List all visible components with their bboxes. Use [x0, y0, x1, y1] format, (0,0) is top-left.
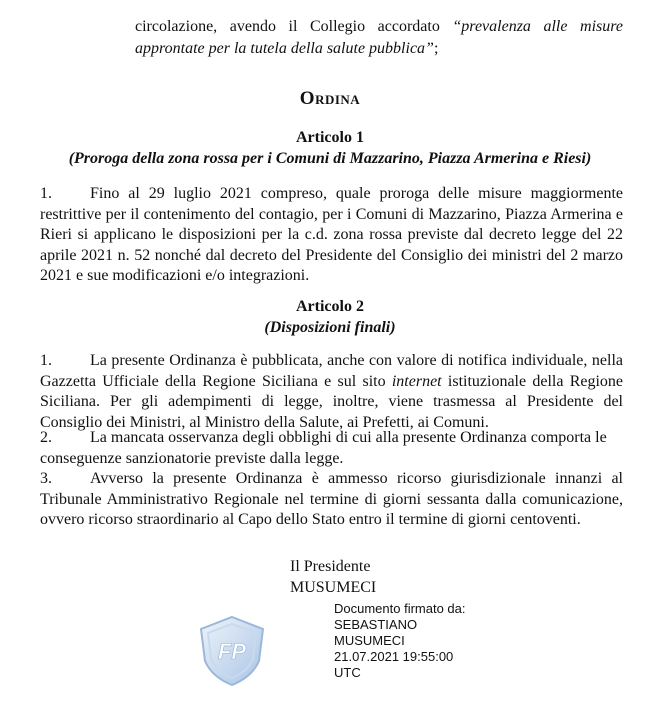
article-2-item-2 [40, 428, 623, 469]
signature-label: Documento firmato da: [334, 601, 466, 616]
intro-paragraph [135, 16, 623, 60]
article-1-item-1 [40, 184, 623, 287]
badge-text: FP [217, 639, 247, 664]
item-number: 3. [40, 470, 52, 487]
signer-role: Il Presidente [290, 558, 371, 575]
signature-timezone: UTC [334, 665, 361, 680]
article-1-title: Articolo 1 [296, 129, 364, 146]
signature-datetime: 21.07.2021 19:55:00 [334, 649, 454, 664]
article-2-title: Articolo 2 [296, 298, 364, 315]
article-2-subtitle: (Disposizioni finali) [264, 319, 396, 336]
article-2-item-1 [40, 351, 623, 433]
signature-last-name: MUSUMECI [334, 633, 405, 648]
item-text: La presente Ordinanza è pubblicata, anche con valore di notifica individuale, nella Gazzetta Ufficiale della Regione Siciliana e sul sito [40, 352, 623, 390]
article-2-item-3 [40, 469, 623, 531]
digital-signature-block [334, 601, 466, 681]
intro-quote: “prevalenza alle misure approntate per la tutela della salute pubblica” [135, 18, 624, 57]
intro-suffix: ; [433, 40, 439, 57]
item-number: 2. [40, 429, 52, 446]
item-number: 1. [40, 352, 52, 369]
ordina-heading: Ordina [299, 88, 361, 109]
digital-signature-badge-icon [197, 615, 267, 687]
intro-text: circolazione, avendo il Collegio accordato [135, 18, 440, 35]
item-text: Fino al 29 luglio 2021 compreso, quale proroga delle misure maggiormente restrittive per il contenimento del contagio, per i Comuni di Mazzarino, Piazza Armerina e Rieri si applicano le disposizioni per la c.d. zona rossa previste dal decreto legge del 22 aprile 2021 n. 52 nonché dal decreto del Presidente del Consiglio dei ministri del 2 marzo 2021 e sue modificazioni e/o integrazioni. [40, 185, 623, 284]
article-1-subtitle: (Proroga della zona rossa per i Comuni di Mazzarino, Piazza Armerina e Riesi) [68, 150, 592, 167]
signer-name: MUSUMECI [290, 579, 377, 596]
item-text-cont: istituzionale della Regione Siciliana. Per gli adempimenti di legge, inoltre, viene trasmessa al Presidente del Consiglio dei Ministri, al Ministro della Salute, ai Prefetti, ai Comuni. [40, 372, 624, 431]
signature-first-name: SEBASTIANO [334, 617, 418, 632]
item-number: 1. [40, 185, 52, 202]
item-text: La mancata osservanza degli obblighi di cui alla presente Ordinanza comporta le conseguenze sanzionatorie previste dalla legge. [40, 429, 607, 467]
item-emphasis: internet [391, 372, 442, 390]
item-text: Avverso la presente Ordinanza è ammesso ricorso giurisdizionale innanzi al Tribunale Amministrativo Regionale nel termine di giorni sessanta dalla comunicazione, ovvero ricorso straordinario al Capo dello Stato entro il termine di giorni centoventi. [40, 470, 623, 528]
